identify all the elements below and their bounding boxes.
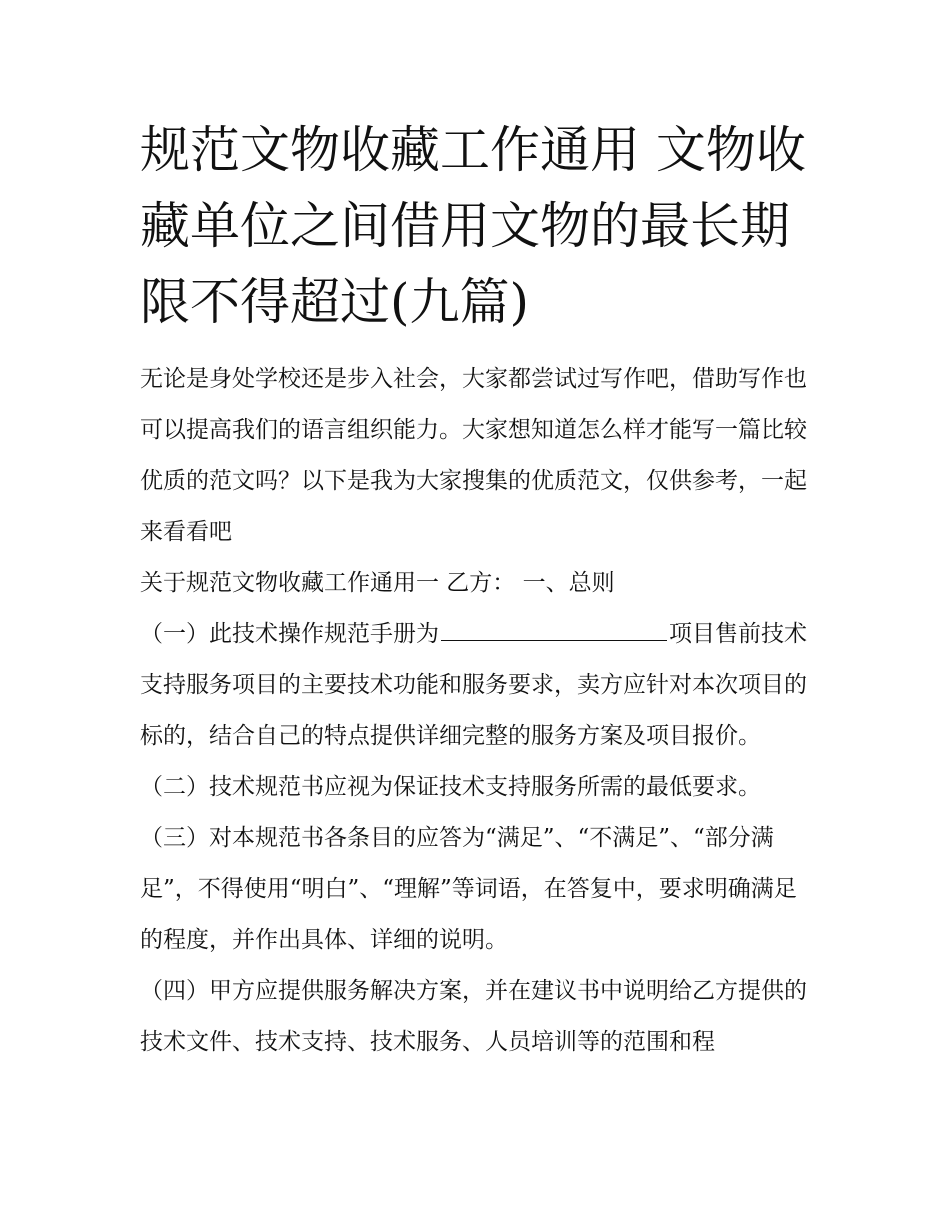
document-page [140, 112, 812, 1068]
intro-paragraph: 无论是身处学校还是步入社会，大家都尝试过写作吧，借助写作也可以提高我们的语言组织能力。大家想知道怎么样才能写一篇比较优质的范文吗？以下是我为大家搜集的优质范文，仅供参考，一起来看看吧 [140, 366, 807, 545]
clause-2: （二）技术规范书应视为保证技术支持服务所需的最低要求。 [140, 774, 761, 800]
clause-1 [140, 609, 812, 762]
clause-4: （四）甲方应提供服务解决方案，并在建议书中说明给乙方提供的技术文件、技术支持、技术服务、人员培训等的范围和程 [140, 978, 807, 1055]
clause-3: （三）对本规范书各条目的应答为“满足”、“不满足”、“部分满足”，不得使用“明白”、“理解”等词语，在答复中，要求明确满足的程度，并作出具体、详细的说明。 [140, 825, 797, 953]
fill-in-blank [441, 618, 667, 641]
section-heading: 关于规范文物收藏工作通用一 乙方： 一、总则 [140, 570, 615, 596]
document-title: 规范文物收藏工作通用 文物收藏单位之间借用文物的最长期限不得超过(九篇) [140, 121, 806, 331]
clause-1-rest: 项目售前技术支持服务项目的主要技术功能和服务要求，卖方应针对本次项目的标的，结合自己的特点提供详细完整的服务方案及项目报价。 [140, 621, 807, 749]
clause-1-lead: （一）此技术操作规范手册为 [140, 621, 439, 647]
